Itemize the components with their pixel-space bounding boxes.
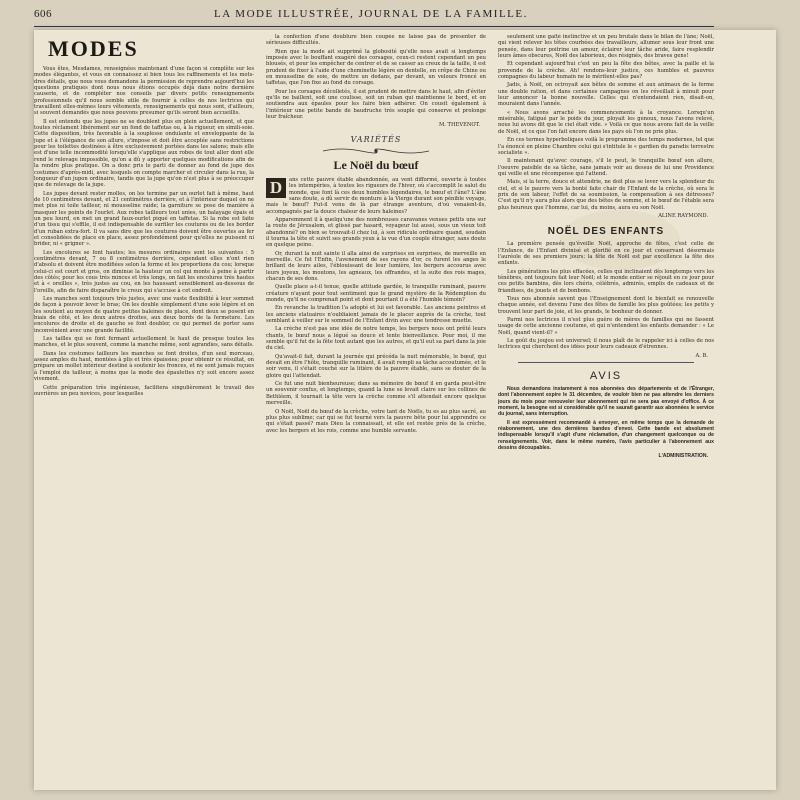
avis-block <box>498 386 714 459</box>
enfants-paragraph: Tous nos abonnés savent que l'Enseignement dont le bienfait se renouvelle chaque année, est devenu l'une des fêtes de famille les plus goûtées; les petits y trouvent leur part de joie, et les grands, le bonheur de donner. <box>498 296 714 315</box>
modes-paragraph: Il est entendu que les jupes ne se doublent plus en plein actuellement, et que toutes réclament libérement sur un fond de taffetas ou, à la rigueur, en simili-soie. Cette disposition, très favorable à la souplesse ondulante et enveloppante de la jupe et à l'élégance de son allure, s'impose et doit être acceptée sans restrictions pour les toilettes destinées à être exclusivement portées dans les salons; mais elle est d'une telle incommodité lorsqu'elle s'applique aux robes de tout aller dont elle rend le relevage impossible, qu'on a dû y apporter quelques modifications afin de la rendre plus pratique. On a donc pris le parti de donner au fond de jupe des costumes d'après-midi, avec lesquels on compte marcher et circuler dans la rue, la longueur d'un jupon ordinaire, tandis que la jupe qu'on n'est plus à se préoccuper que de relevage de la jupe. <box>34 118 254 189</box>
modes-title: MODES <box>48 36 139 61</box>
story-paragraph: Apparemment il à quelqu'une des nombreuses caravanes venues petits uns sur la route de Jérusalem, et glissé par hasard, voyageur lui aussi, sous un vieux toit abandonné? on bien se trouvait-il chez lui, à son ridicule ordinaire quand, soudain il tourna la tête et suivit ses grands yeux à la vue d'un couple étranger, sans doute en quelque peine. <box>266 216 486 249</box>
story-continued-paragraph: seulement une gaîté instinctive et un peu brutale dans le bilan de l'âne; Noël, qui vient relever les têtes courbées des travailleurs, allumer sous leur front une pensée, dans leur poitrine un amour, éclairer leur tâche aride, faire resplendir leurs âmes obscures, Noël des laborieux, des résignés, des braves gens! <box>498 34 714 60</box>
modes-paragraph: Les jupes devant rester molles, on les termine par un ourlet fait à même, haut de 10 centimètres devant, et 21 centimètres derrière, et à l'intérieur duquel on ne met plus ni toile tailleur, ni mousseline raide; la garniture se pose de manière à masquer les points de l'ourlet. Aux robes tailleurs tout unies, un balayage épais et un peu lourd, en met un grand faux-ourlet piqué en taffetas. Si la robe est faite d'un tissu qui s'effile, il est indispensable de surfiler les coutures ou de les border d'un ruban extra-fort. Il va sans dire que les coutures doivent être ouvertes au fer et consolidées de place en place, assez profondément pour qu'elles ne puissent ni brider, ni « grigner ». <box>34 190 254 248</box>
story-continued-paragraph: Jadis, à Noël, on octroyait aux bêtes de somme et aux animaux de la ferme une double ration, et dans certaines campagnes on les réveillait à minuit pour leur annoncer la bonne nouvelle. Celles qui n'entendaient rien, disait-on, mouraient dans l'année. <box>498 82 714 108</box>
varietes-heading: VARIÉTÉS <box>350 134 402 144</box>
enfants-signature: A. B. <box>695 352 708 359</box>
story-continued-paragraph: En ces termes hyperboliques voilà le programme des temps modernes, tel que l'a énoncé en pleine Chambre celui qui s'intitule le « gardien du paradis terrestre socialiste ». <box>498 137 714 156</box>
modes-paragraph: Vous êtes, Mesdames, renseignées maintenant d'une façon si complète sur les modes élégantes, et vous en connaissez si bien tous les raffinements et les mots-dres détails, que nous vous demandons la permission de reprendre aujourd'hui les questions pratiques dont nous nous étions occupés déjà dans notre dernière causerie, et de compléter nos conseils par divers petits renseignements professionnels qu'il nous semble utile de fournir à celles de nos lectrices qui travaillent elles-mêmes leurs vêtements, renseignements qui nous sont, d'ailleurs, si souvent demandés que nous pouvons presumer qu'ils seront bien accueillis. <box>34 66 254 117</box>
ornament-divider <box>321 147 431 155</box>
story-title: Le Noël du bœuf <box>333 157 419 172</box>
story-paragraph: O Noël, Noël du bœuf de la crèche, votre tant de Noëls, tu es au plus sacré, au plus plus sublime; car qui se fut tourné vers la pauvre bête pour lui apprendre ce qui s'était passé? mais Dieu la connaissait, et elle est restée près de la crèche, avec les bergers et les rois, comme une humble servante. <box>266 408 486 434</box>
modes-continued-paragraph: la confection d'une doublure bien coupée ne laisse pas de présenter de sérieuses difficultés. <box>266 34 486 47</box>
story-signature: ALINE RAYMOND. <box>658 212 708 219</box>
column-modes <box>34 34 254 754</box>
modes-continued-paragraph: Rien que la mode ait supprimé la globosité qu'elle nous avait si longtemps imposée avec le bouffant exagéré des corsages, ceux-ci restent cependant un peu blousés, et pour les empêcher de centrer et de se casser au creux de la taille, il est prudent de fixer à l'aide d'une cheminette légère en dentelle, en crêpe de Chine ou en mousseline de soie, de mettre un dedans, par devant, un velours froncé en taffetas, que l'on fixe au fond du corsage. <box>266 48 486 87</box>
enfants-paragraph: La première pensée qu'éveille Noël, approche de fêtes, c'est celle de l'Enfance, de l'Enfant divinisé et glorifié en ce jour et conservant désormais l'auréole de ses premiers jours; la fête de Noël est par excellence la fête des enfants. <box>498 241 714 267</box>
enfants-paragraph: Le goût du joujou est universel; il nous plaît de le rappeler ici à celles de nos lectrices qui cherchent des idées pour leurs cadeaux d'étrennes. <box>498 338 714 351</box>
story-paragraph: Ce fut une nuit bienheureuse; dans sa mémoire de bœuf il en garda peut-être un souvenir confus, et longtemps, quand la lune se levait claire sur les collines de Bethléem, il tournait la tête vers la crèche comme s'il attendait encore quelque merveille. <box>266 381 486 407</box>
modes-signature: M. THEVENOT. <box>438 122 480 129</box>
modes-paragraph: Les encolures se font hautes; les mesures ordinaires sont les suivantes : 5 centimètres devant, 7 ou 8 centimètres derrière, cependant elles n'ont rien d'absolu et doivent être modifiées selon la forme et les proportions du cou; lorsque celui-ci est court et gros, on diminue la hauteur un col qui monte à peine à partir des côtés; pour les cous très minces et très longs, on fait les encolures très hautes et à « oreilles », très justes au cou, en les haussant sensiblement au-dessous de l'oreille, afin de faire disparaître le creux qui s'accuse à cet endroit. <box>34 249 254 294</box>
avis-paragraph: Il est expressément recommandé à envoyer, en même temps que la demande de réabonnement, une des dernières bandes d'envoi. Cette bande est absolument indispensable lorsqu'il s'agit d'une réclamation, d'un changement quelconque ou de renseignements. Voir, dans le même numéro, l'avis particulier à l'abonnement aux dessins découpables. <box>498 419 714 451</box>
story-paragraph: Quelle place a-t-il tenue, quelle attitude gardée, le tranquille ruminant, pauvre créature n'ayant pour tout sentiment que le grand mystère de la Rédemption du monde, qu'il ne comprenait point et dont pourtant il a été l'humble témoin? <box>266 284 486 303</box>
story-paragraph: ans cette pauvre étable abandonnée, au vent difformé, ouverte à toutes les intempéries, à toutes les rigueurs de l'hiver, où s'accomplit le salut du monde, que font là ces deux humbles légendaires, le bœuf et l'âne? L'âne sans doute, a dû servir de monture à la Vierge durant son pénible voyage, mais le bœuf? Fut-il venu de là par étrange aventure, d'où venaient-ils, accompagnés par la douce chaleur de leurs haleines? <box>266 176 486 215</box>
noel-enfants-title: NOËL DES ENFANTS <box>547 226 665 238</box>
story-paragraph: Or, durant la nuit sainte il alla ainsi de surprises en surprises, de merveille en merveille. Ce fut l'Enfin, l'avenement de ses rayons d'or, ce furent les anges le brillant de leurs ailes, l'éblouissant de leur lumière, les bergers accourus avec leurs joyeux, les moutons, les agneaux, les offrandes, et la suite des rois mages, chacun de ses dons. <box>266 250 486 282</box>
header-rule <box>34 26 714 27</box>
avis-paragraph: Nous demandons instamment à nos abonnées des départements et de l'Étranger, dont l'abonnement expire le 31 décembre, de vouloir bien ne pas attendre les derniers jours du mois pour renouveler leur abonnement qui ne sera pas envoyé d'office. À ce moment, la besogne est si considérable qu'il ne saurait garantir aux abonnées le service du journal, sans interruption. <box>498 386 714 418</box>
column-enfants-avis <box>498 34 714 754</box>
story-continued-paragraph: Mais, si la terre, douce et attendrie, ne doit plus se lever vers la splendeur du ciel, et si le pauvre vers la bonté faite chair de l'Enfant de la crèche, où sera le prix de son labeur, l'effet de sa soumission, la compensation à ses détresses? C'est qu'il n'y aura plus alors que des bêtes de somme, et le bœuf de l'étable sera plus heureux que l'homme, car lui, du moins, aura eu son Noël. <box>498 179 714 211</box>
section-divider <box>518 362 694 363</box>
modes-paragraph: Cette préparation très ingénieuse, facilitera singulièrement le travail des ouvrières un peu novices, pour lesquelles <box>34 384 254 397</box>
avis-title: AVIS <box>589 370 623 383</box>
story-paragraph: En revanche la tradition l'a adopté et lui est favorable. Les anciens peintres et les anciens statuaires n'oubliaient jamais de le placer auprès de la crèche, tout semblant à veiller sur le sommeil de l'Enfant divin avec une tendresse muette. <box>266 305 486 325</box>
journal-title: LA MODE ILLUSTRÉE, JOURNAL DE LA FAMILLE. <box>214 8 528 20</box>
story-paragraph: La crèche n'est pas une idée de notre temps, les bergers nous ont prêté leurs chants, le bœuf nous a légué sa douce et lente bienveillance. Pour moi, il me semble qu'il fut de la fête tout autant que les autres, et qu'il eut sa part dans la joie du ciel. <box>266 326 486 352</box>
enfants-paragraph: Les générations les plus effacées, celles qui inclinaient dès longtemps vers les ténèbres, ont toujours fait leur Noël; et le monde entier se réjouit en ce jour pour ces petits bambins, dès lors chéris, célébrés, admirés, emplis de cadeaux et de friandises, de jouets et de bonbons. <box>498 268 714 294</box>
enfants-paragraph: Parmi nos lectrices il n'est plus guère de mères de familles qui ne fassent usage de cette ancienne coutume, et qui n'entendent les enfants demander : « Le Noël, quand vient-il? » <box>498 317 714 336</box>
modes-paragraph: Les tailles qui se font fermant actuellement le haut de presque toutes les manches, et le plus souvent, comme la manche même, sont agrandies, sans détails. <box>34 336 254 349</box>
dropcap: D <box>266 178 286 198</box>
modes-paragraph: Dans les costumes tailleurs les manches se font droites, d'un seul morceau, assez amples du haut, montées à plis et très épaissies; pour obtenir ce résultat, on prépare un mollet intérieur destiné à soutenir les fronces, et ne sont jamais reçues à l'emploi du tailleur, à moins que la mode des épaulettes n'y soit encore assez vivement. <box>34 350 254 383</box>
page-header <box>34 8 714 24</box>
column-noel-du-boeuf <box>266 34 486 754</box>
story-continued-paragraph: « Nous avons arraché les commencements à la croyance. Lorsqu'un misérable, fatigué par le poids du jour, ployait les genoux, nous l'avons relevé, nous lui avons dit que le ciel était vide. » Voilà ce que nous avons fait de la veille de Noël, et ce que l'on fait encore dans les pays où l'on ne prie plus. <box>498 109 714 135</box>
story-continued-paragraph: Et cependant aujourd'hui c'est un peu la fête des bêtes, avec la paille et la provende de la crèche. Ah! rendons-leur justice, ces humbles et pauvres compagnes du labeur humain ne le méritent-elles pas? <box>498 61 714 81</box>
modes-continued-paragraph: Pour les corsages décolletés, il est prudent de mettre dans le haut, afin d'éviter qu'ils ne baillent, soit une coulisse, soit un ruban qui maintienne le bord, et on soutiendra aux épaules pour les faire bien adhérer. On cousit également à l'intérieur une petite bande de baudruche très souple qui conserve et prolonge leur fraîcheur. <box>266 88 486 121</box>
story-paragraph: Qu'avait-il fait, durant la journée qui précéda la nuit mémorable, le bœuf, qui devait en être l'hôte, tranquille ruminant, il avait rempli sa tâche accoutumée, et le soir venu, il s'était couché sur la litière de la pauvre étable, sans se douter de la gloire qui l'attendait. <box>266 353 486 379</box>
modes-paragraph: Les manches sont toujours très justes, avec une vaste flexibilité à leur sommet de façon à pouvoir lever le bras; On les double simplement d'une soie légère et on les soutient au moyen de quatre petites baleines de place, dont deux se posent en biais de côté, et les deux autres droites, aux deux bords de la fermeture. Les encolures de droite et de gauche se font doubler, ce qui permet de porter sans inconvénient avec une grande facilité. <box>34 296 254 334</box>
avis-signature: L'ADMINISTRATION. <box>658 453 708 460</box>
story-continued-paragraph: Il maintenant qu'avec courage, s'il le peut, le tranquille bœuf son allure, l'oeuvre paisible de sa tâche, sans jamais voir au dessus de lui une Providence qui veille et une récompense qui l'attend. <box>498 158 714 177</box>
page-number: 606 <box>34 8 52 20</box>
